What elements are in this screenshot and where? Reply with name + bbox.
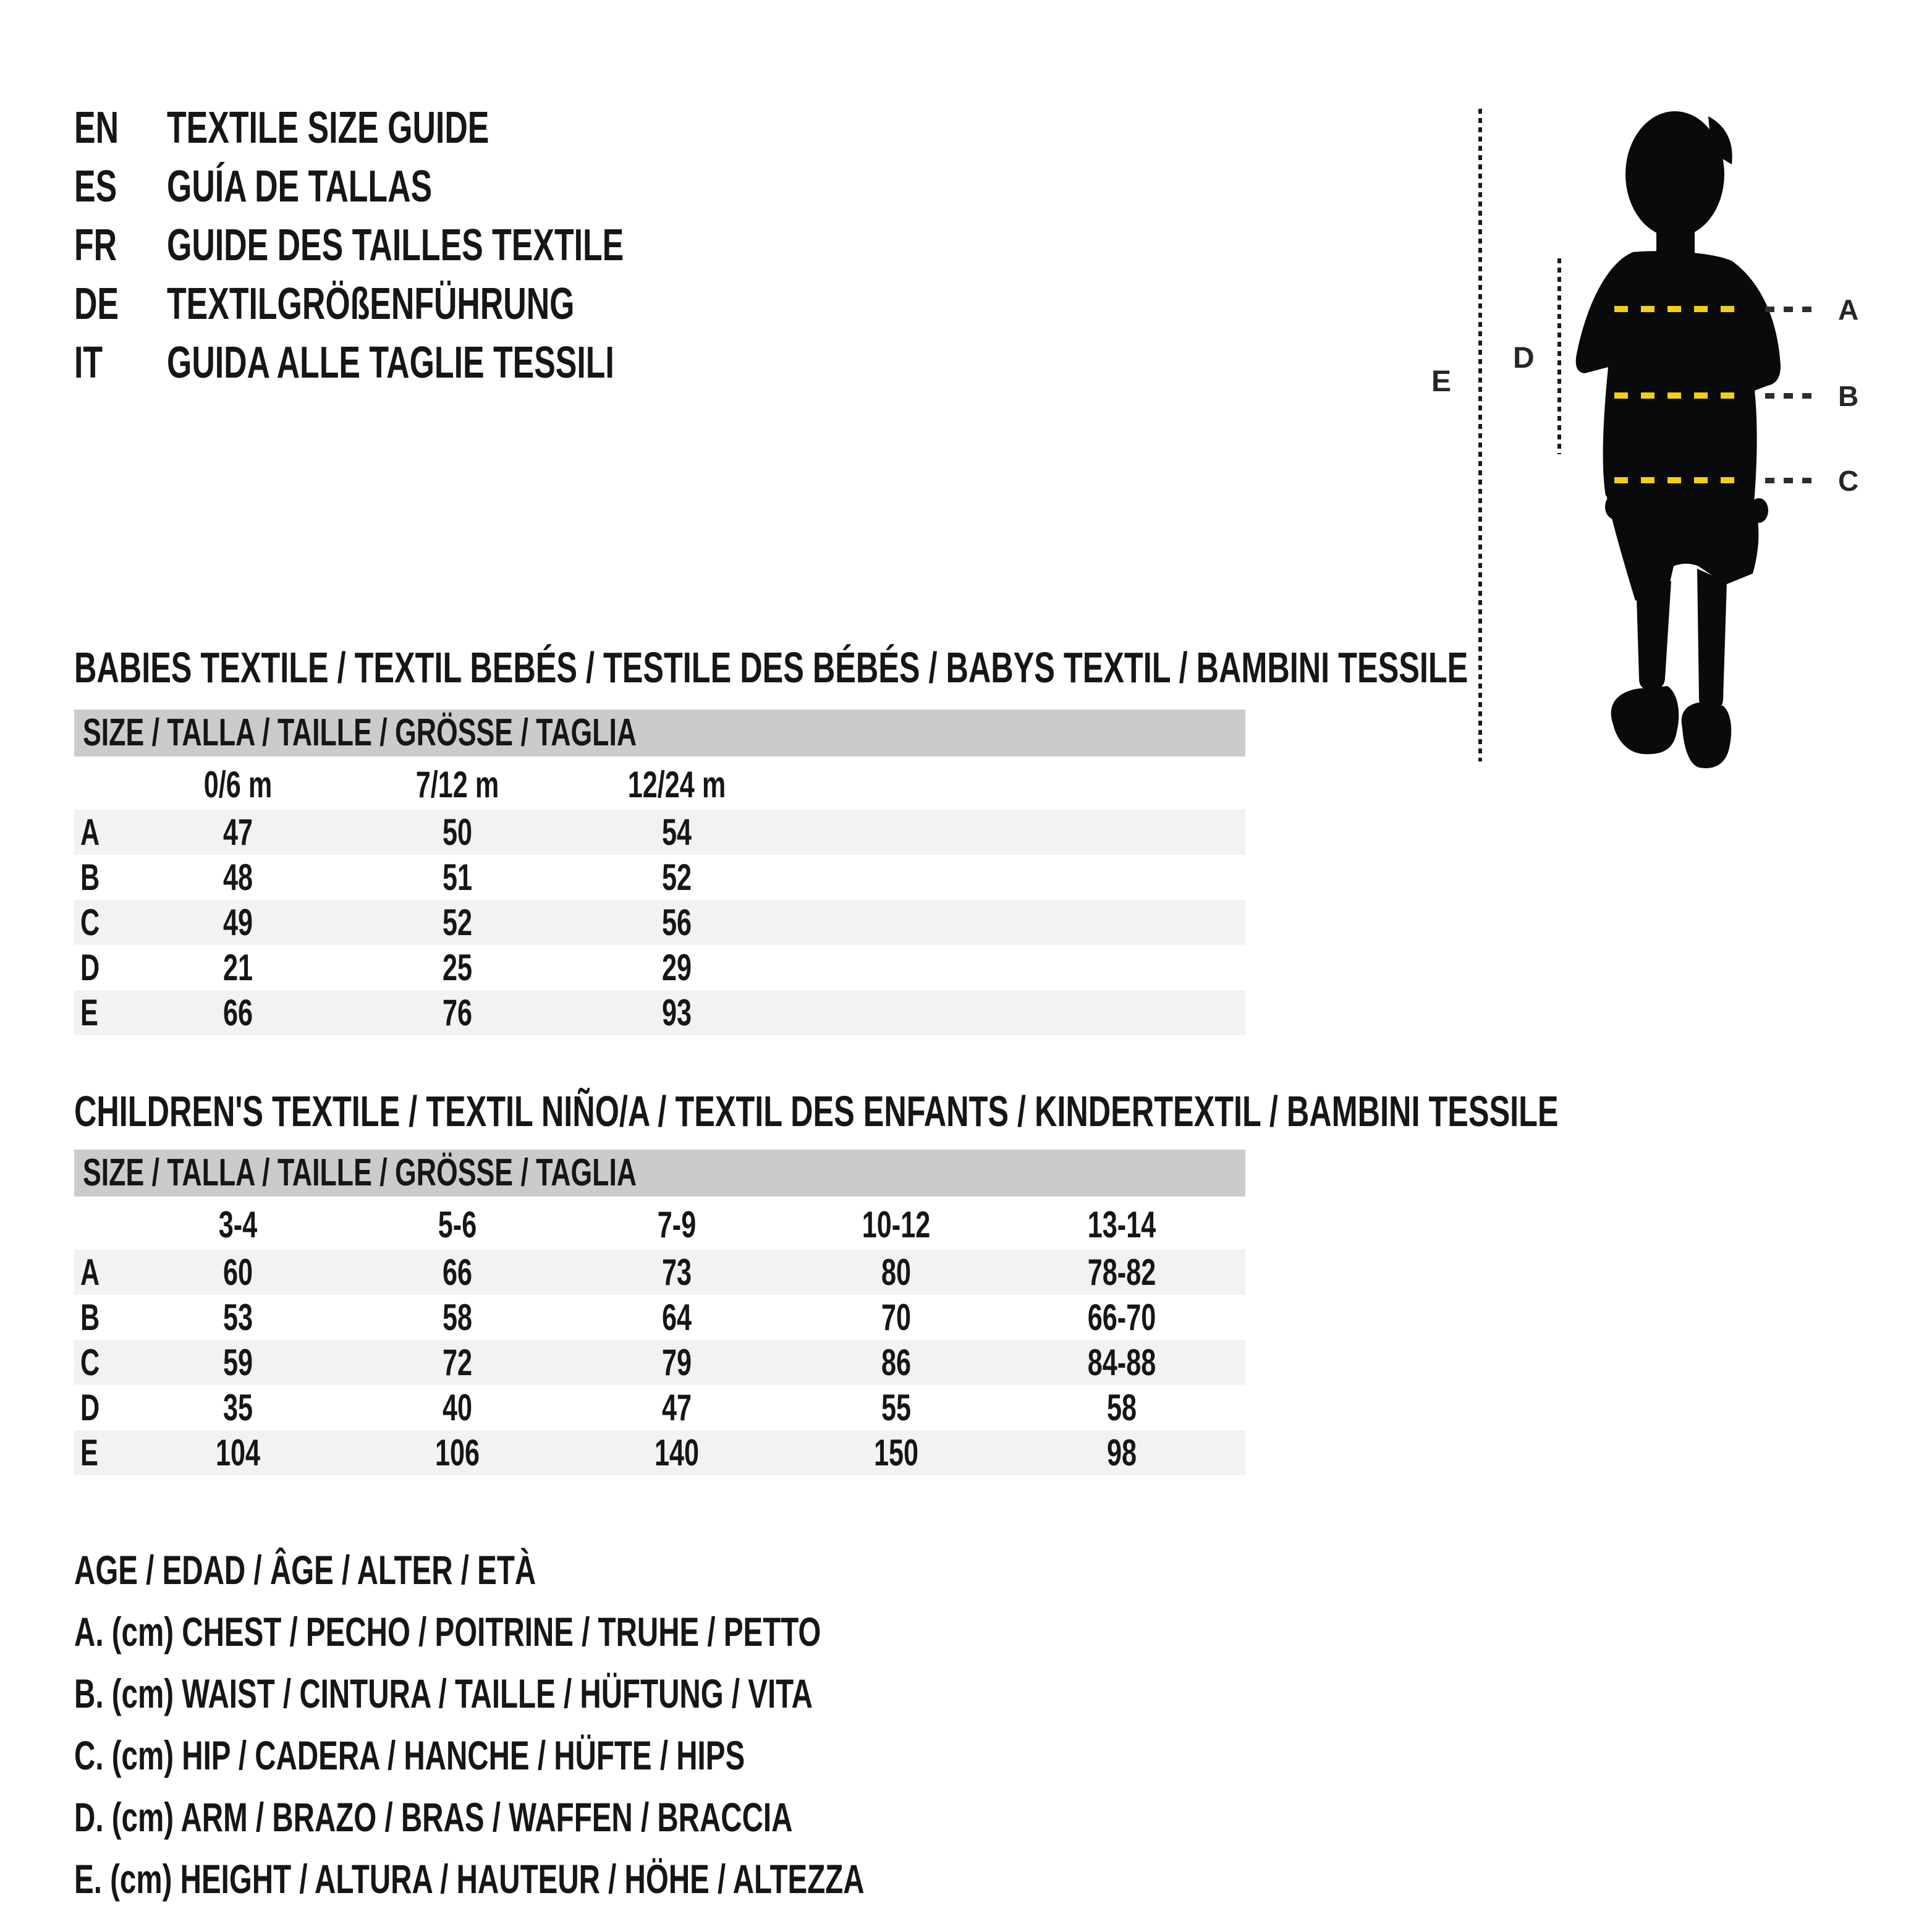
guide-title-fr: GUIDE DES TAILLES TEXTILE bbox=[167, 221, 624, 270]
figure-label-c: C bbox=[1838, 465, 1859, 497]
column-header: 7-9 bbox=[657, 1204, 697, 1245]
table-row: D 35 40 47 55 58 bbox=[80, 1387, 1137, 1428]
table-row: E 104 106 140 150 98 bbox=[74, 1430, 1245, 1475]
language-code: IT bbox=[74, 338, 103, 388]
legend-age: AGE / EDAD / ÂGE / ALTER / ETÀ bbox=[74, 1547, 536, 1593]
guide-title-it: GUIDA ALLE TAGLIE TESSILI bbox=[167, 338, 614, 388]
column-header: 7/12 m bbox=[415, 764, 499, 805]
right-shoe bbox=[1682, 702, 1731, 768]
language-code: ES bbox=[74, 162, 117, 211]
left-shoe bbox=[1611, 686, 1679, 754]
table-row: B 48 51 52 bbox=[80, 857, 692, 898]
column-header: 13-14 bbox=[1087, 1204, 1156, 1245]
waist-measure-line-yellow bbox=[1614, 392, 1745, 399]
column-header: 3-4 bbox=[218, 1204, 258, 1245]
column-header-row bbox=[74, 756, 1245, 810]
waist-measure-line-dark bbox=[1765, 393, 1821, 399]
shorts bbox=[1606, 492, 1758, 601]
column-header: 12/24 m bbox=[627, 764, 726, 805]
arm-dotted-line-d bbox=[1557, 258, 1561, 454]
children-size-table bbox=[74, 1150, 1245, 1475]
guide-title-en: TEXTILE SIZE GUIDE bbox=[167, 103, 489, 153]
size-header-label: SIZE / TALLA / TAILLE / GRÖSSE / TAGLIA bbox=[83, 1151, 637, 1194]
figure-label-a: A bbox=[1838, 294, 1859, 326]
chest-measure-line-dark bbox=[1765, 307, 1821, 312]
column-header: 0/6 m bbox=[203, 764, 273, 805]
guide-title-es: GUÍA DE TALLAS bbox=[167, 162, 433, 211]
column-header: 10-12 bbox=[862, 1204, 931, 1245]
hip-measure-line-yellow bbox=[1614, 477, 1745, 483]
language-code: EN bbox=[74, 103, 119, 153]
hip-measure-line-dark bbox=[1765, 478, 1821, 483]
table-row: C 59 72 79 86 84-88 bbox=[74, 1340, 1245, 1385]
legend-arm: D. (cm) ARM / BRAZO / BRAS / WAFFEN / BRACCIA bbox=[74, 1794, 793, 1840]
babies-size-table bbox=[74, 710, 1245, 1035]
table-row: E 66 76 93 bbox=[74, 990, 1245, 1035]
shirt bbox=[1576, 251, 1781, 503]
legend-waist: B. (cm) WAIST / CINTURA / TAILLE / HÜFTUNG / VITA bbox=[74, 1671, 813, 1716]
language-code: FR bbox=[74, 221, 117, 270]
chest-measure-line-yellow bbox=[1614, 306, 1745, 312]
table-header-bar bbox=[74, 710, 1245, 756]
table-row: A 47 50 54 bbox=[74, 810, 1245, 855]
figure-label-d: D bbox=[1513, 342, 1535, 375]
babies-section-title: BABIES TEXTILE / TEXTIL BEBÉS / TESTILE DES BÉBÉS / BABYS TEXTIL / BAMBINI TESSILE bbox=[74, 643, 1468, 692]
legend-height: E. (cm) HEIGHT / ALTURA / HAUTEUR / HÖHE / ALTEZZA bbox=[74, 1856, 865, 1902]
children-section-title: CHILDREN'S TEXTILE / TEXTIL NIÑO/A / TEXTIL DES ENFANTS / KINDERTEXTIL / BAMBINI TESSILE bbox=[74, 1087, 1559, 1135]
legend-chest: A. (cm) CHEST / PECHO / POITRINE / TRUHE / PETTO bbox=[74, 1609, 821, 1654]
table-row: D 21 25 29 bbox=[80, 947, 692, 988]
table-header-bar bbox=[74, 1150, 1245, 1197]
table-row: A 60 66 73 80 78-82 bbox=[74, 1250, 1245, 1295]
table-row: C 49 52 56 bbox=[74, 900, 1245, 945]
legend-hip: C. (cm) HIP / CADERA / HANCHE / HÜFTE / HIPS bbox=[74, 1732, 745, 1778]
guide-title-de: TEXTILGRÖßENFÜHRUNG bbox=[167, 279, 575, 329]
figure-label-e: E bbox=[1431, 365, 1452, 398]
figure-label-b: B bbox=[1838, 380, 1859, 412]
language-code: DE bbox=[74, 279, 119, 329]
column-header-row bbox=[74, 1197, 1245, 1250]
size-header-label: SIZE / TALLA / TAILLE / GRÖSSE / TAGLIA bbox=[83, 711, 637, 754]
column-header: 5-6 bbox=[438, 1204, 477, 1245]
table-row: B 53 58 64 70 66-70 bbox=[80, 1297, 1156, 1338]
